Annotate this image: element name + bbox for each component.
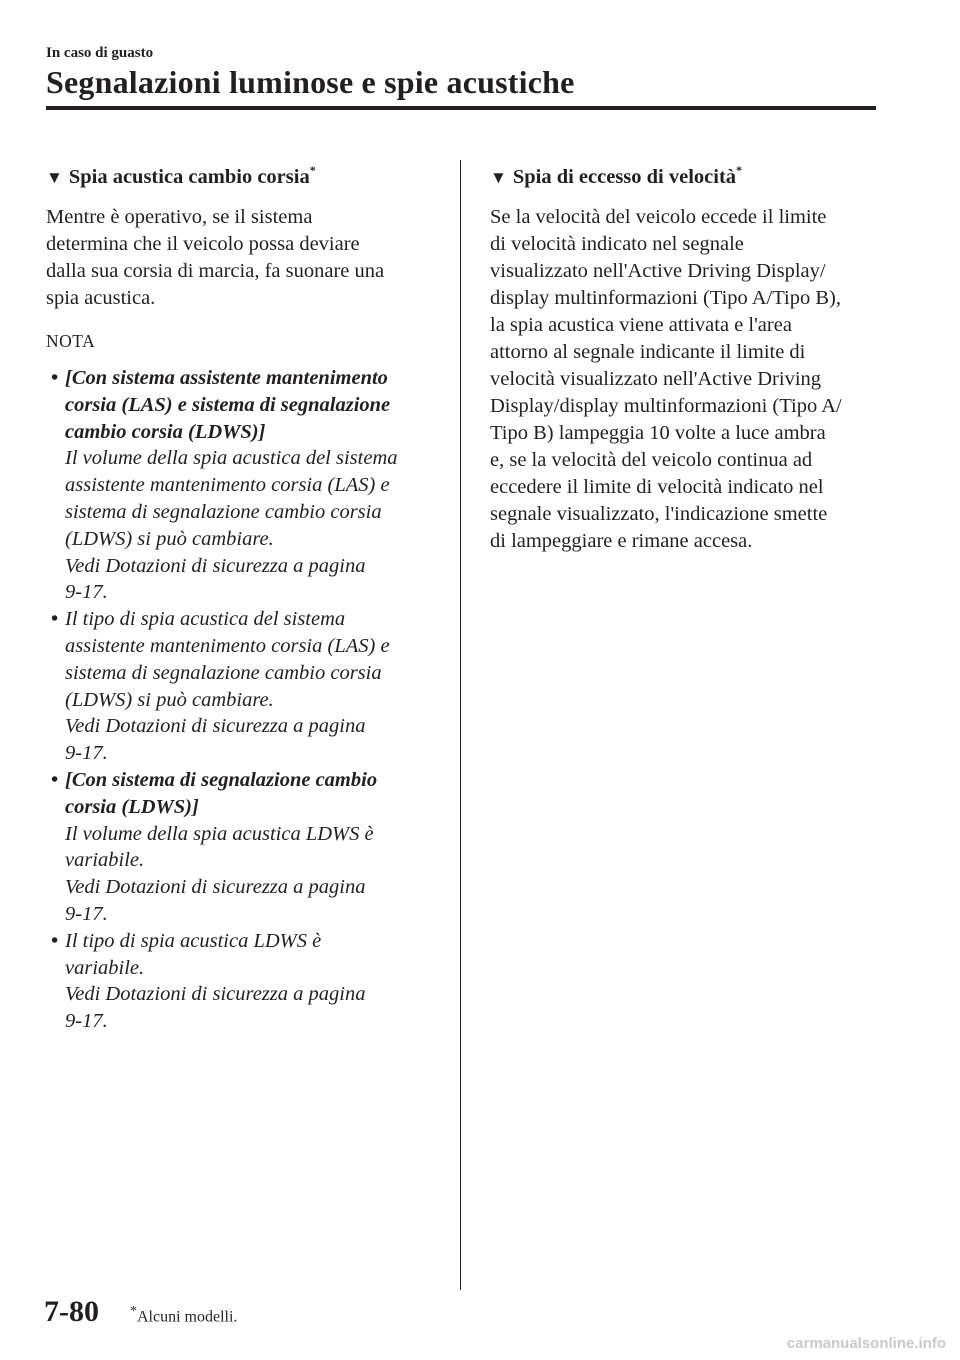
text-line: attorno al segnale indicante il limite di	[490, 341, 806, 363]
text-line: display multinformazioni (Tipo A/Tipo B),	[490, 287, 842, 309]
note-list	[46, 365, 440, 1035]
note-item	[46, 606, 440, 767]
note-text-line: variabile.	[65, 849, 145, 872]
column-divider	[460, 160, 461, 1290]
note-text-line: 9-17.	[65, 902, 108, 925]
bullet-icon: •	[51, 768, 59, 791]
note-item	[46, 928, 440, 1035]
text-line: Mentre è operativo, se il sistema	[46, 206, 313, 228]
header-rule	[46, 106, 876, 110]
note-text-line: Il volume della spia acustica del sistema	[65, 447, 398, 470]
note-text-line: sistema di segnalazione cambio corsia	[65, 500, 382, 523]
note-text-line: Il volume della spia acustica LDWS è	[65, 822, 374, 845]
lane-change-intro	[46, 204, 440, 312]
left-column	[46, 162, 440, 1035]
note-text-line: Vedi Dotazioni di sicurezza a pagina	[65, 876, 366, 899]
triangle-down-icon: ▼	[490, 168, 507, 187]
asterisk-mark: *	[736, 163, 743, 178]
text-line: di velocità indicato nel segnale	[490, 233, 744, 255]
footnote-text: Alcuni modelli.	[137, 1308, 238, 1326]
page-title: Segnalazioni luminose e spie acustiche	[46, 64, 575, 100]
text-line: segnale visualizzato, l'indicazione smette	[490, 503, 828, 525]
text-line: Se la velocità del veicolo eccede il limite	[490, 206, 827, 228]
note-text-line: assistente mantenimento corsia (LAS) e	[65, 474, 390, 497]
note-condition-line: [Con sistema di segnalazione cambio	[65, 768, 378, 791]
triangle-down-icon: ▼	[46, 168, 63, 187]
note-item	[46, 767, 440, 928]
note-text-line: 9-17.	[65, 1010, 108, 1033]
note-condition-line: corsia (LAS) e sistema di segnalazione	[65, 393, 391, 416]
asterisk-mark: *	[309, 163, 316, 178]
text-line: la spia acustica viene attivata e l'area	[490, 314, 792, 336]
note-condition-line: cambio corsia (LDWS)]	[65, 420, 266, 443]
heading-text: Spia acustica cambio corsia	[68, 166, 310, 188]
right-column	[490, 162, 874, 555]
lane-change-alarm-heading	[46, 162, 440, 193]
text-line: Display/display multinformazioni (Tipo A/	[490, 395, 842, 417]
speed-warning-heading	[490, 162, 874, 193]
note-text-line: 9-17.	[65, 581, 108, 604]
note-text-line: Il tipo di spia acustica LDWS è	[65, 929, 322, 952]
text-line: eccedere il limite di velocità indicato nel	[490, 476, 824, 498]
text-line: di lampeggiare e rimane accesa.	[490, 530, 753, 552]
text-line: dalla sua corsia di marcia, fa suonare una	[46, 260, 385, 282]
note-text-line: (LDWS) si può cambiare.	[65, 527, 274, 550]
note-condition-line: corsia (LDWS)]	[65, 795, 199, 818]
note-text-line: sistema di segnalazione cambio corsia	[65, 661, 382, 684]
text-line: determina che il veicolo possa deviare	[46, 233, 360, 255]
note-condition-line: [Con sistema assistente mantenimento	[65, 367, 388, 389]
footnote	[130, 1302, 237, 1327]
bullet-icon: •	[51, 367, 59, 389]
note-text-line: Vedi Dotazioni di sicurezza a pagina	[65, 554, 366, 577]
asterisk-mark: *	[130, 1304, 137, 1319]
bullet-icon: •	[51, 929, 59, 952]
text-line: visualizzato nell'Active Driving Display/	[490, 260, 826, 282]
text-line: velocità visualizzato nell'Active Driving	[490, 368, 822, 390]
note-text-line: Vedi Dotazioni di sicurezza a pagina	[65, 715, 366, 738]
page-number: 7-80	[44, 1295, 99, 1328]
note-text-line: Il tipo di spia acustica del sistema	[65, 608, 346, 631]
nota-label: NOTA	[46, 331, 96, 351]
note-text-line: assistente mantenimento corsia (LAS) e	[65, 634, 390, 657]
section-label: In caso di guasto	[46, 45, 154, 61]
text-line: e, se la velocità del veicolo continua ad	[490, 449, 813, 471]
note-text-line: (LDWS) si può cambiare.	[65, 688, 274, 711]
text-line: Tipo B) lampeggia 10 volte a luce ambra	[490, 422, 826, 444]
text-line: spia acustica.	[46, 287, 156, 309]
note-text-line: Vedi Dotazioni di sicurezza a pagina	[65, 983, 366, 1006]
bullet-icon: •	[51, 608, 59, 631]
note-text-line: 9-17.	[65, 742, 108, 765]
note-text-line: variabile.	[65, 956, 145, 979]
watermark: carmanualsonline.info	[786, 1335, 946, 1352]
heading-text: Spia di eccesso di velocità	[512, 166, 737, 188]
speed-warning-body	[490, 204, 874, 555]
note-item	[46, 365, 440, 606]
